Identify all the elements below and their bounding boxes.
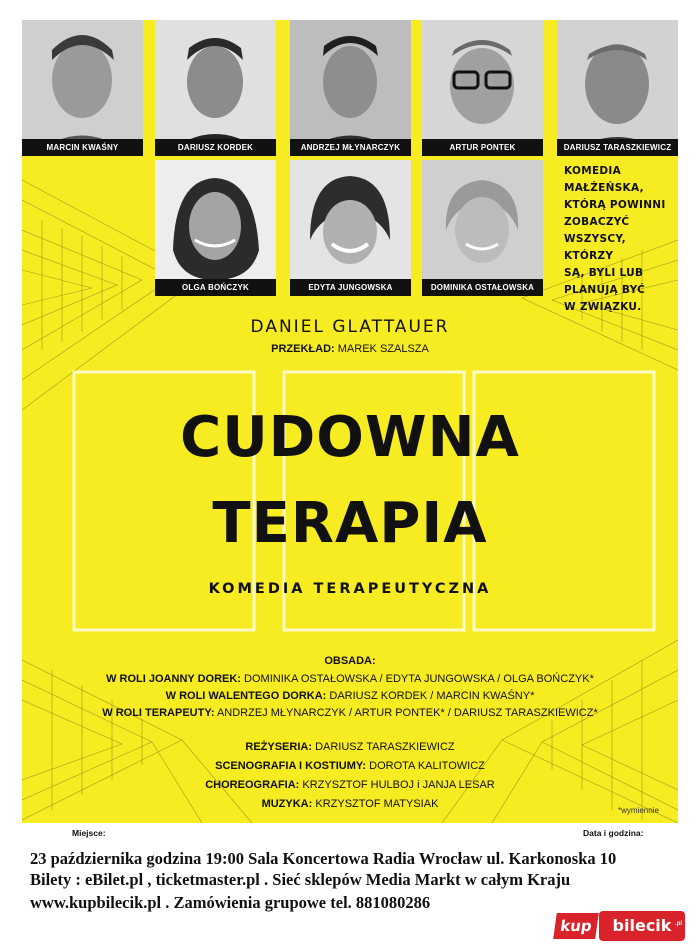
role-value: DARIUSZ KORDEK / MARCIN KWAŚNY* [329,690,535,702]
logo-part-bilecik [599,911,685,941]
cast-photo-dominika-ostalowska [422,160,543,296]
cast-name: MARCIN KWAŚNY [22,139,143,156]
role-label: W ROLI TERAPEUTY: [102,707,215,719]
portrait-image [155,20,276,156]
crew-label: MUZYKA: [261,798,313,810]
title-line-2: TERAPIA [212,491,488,556]
cast-name: DARIUSZ TARASZKIEWICZ [557,139,678,156]
subtitle: KOMEDIA TERAPEUTYCZNA [208,581,492,597]
tagline-line: W ZWIĄZKU. [564,301,642,313]
cast-photo-marcin-kwasny [22,20,143,156]
crew-label: SCENOGRAFIA I KOSTIUMY: [215,760,367,772]
tagline-line: WSZYSCY, KTÓRZY [564,233,626,262]
crew-line [22,776,678,795]
portrait-image [422,20,543,156]
title-line-1: CUDOWNA [180,405,520,470]
tagline-line: KOMEDIA [564,165,622,177]
crew-line [22,738,678,757]
crew-line [22,757,678,776]
footnote: *wymiennie [618,806,659,815]
translation-value: MAREK SZALSZA [337,343,429,355]
portrait-image [557,20,678,156]
portrait-image [22,20,143,156]
tagline [564,163,672,316]
cast-heading-text: OBSADA: [324,655,376,667]
tickets-info-line: Bilety : eBilet.pl , ticketmaster.pl . Sieć sklepów Media Markt w całym Kraju [30,870,571,889]
date-label: Data i godzina: [583,828,644,838]
logo-part-bilecik-text: bilecik [612,916,672,935]
translation-credit [22,343,678,355]
tagline-line: ZOBACZYĆ [564,216,630,228]
cast-photo-dariusz-kordek [155,20,276,156]
portrait-image [290,20,411,156]
cast-photo-artur-pontek [422,20,543,156]
cast-name: EDYTA JUNGOWSKA [290,279,411,296]
crew-label: REŻYSERIA: [245,741,312,753]
role-label: W ROLI JOANNY DOREK: [106,673,241,685]
cast-photo-dariusz-taraszkiewicz [557,20,678,156]
cast-name: ANDRZEJ MŁYNARCZYK [290,139,411,156]
cast-photo-olga-bonczyk [155,160,276,296]
cast-heading [22,652,678,671]
translation-label: PRZEKŁAD: [271,343,335,355]
crew-line [22,795,678,814]
role-value: ANDRZEJ MŁYNARCZYK / ARTUR PONTEK* / DARIUSZ TARASZKIEWICZ* [216,707,598,719]
tagline-line: PLANUJĄ BYĆ [564,284,646,296]
cast-photo-andrzej-mlynarczyk [290,20,411,156]
role-line [22,704,678,723]
portrait-image [155,160,276,296]
website-info-line[interactable]: www.kupbilecik.pl . Zamówienia grupowe tel. 881080286 [30,893,431,912]
crew-value: KRZYSZTOF MATYSIAK [315,798,439,810]
tagline-line: SĄ, BYLI LUB [564,267,644,279]
cast-photo-edyta-jungowska [290,160,411,296]
crew-label: CHOREOGRAFIA: [205,779,300,791]
portrait-image [422,160,543,296]
event-info-line: 23 października godzina 19:00 Sala Koncertowa Radia Wrocław ul. Karkonoska 10 [30,849,617,868]
tagline-line: KTÓRĄ POWINNI [564,199,666,211]
kupbilecik-logo[interactable] [555,911,685,941]
portrait-image [290,160,411,296]
crew-value: KRZYSZTOF HULBOJ i JANJA LESAR [302,779,495,791]
venue-label: Miejsce: [72,828,106,838]
cast-name: DARIUSZ KORDEK [155,139,276,156]
cast-name: DOMINIKA OSTAŁOWSKA [422,279,543,296]
cast-name: ARTUR PONTEK [422,139,543,156]
role-label: W ROLI WALENTEGO DORKA: [165,690,327,702]
cast-name: OLGA BOŃCZYK [155,279,276,296]
crew-value: DOROTA KALITOWICZ [369,760,485,772]
role-value: DOMINIKA OSTAŁOWSKA / EDYTA JUNGOWSKA / OLGA BOŃCZYK* [244,673,594,685]
poster [22,20,678,823]
author: DANIEL GLATTAUER [250,317,450,337]
logo-part-kup: kup [553,913,599,939]
logo-suffix: .pl [675,921,682,927]
crew-value: DARIUSZ TARASZKIEWICZ [315,741,455,753]
tagline-line: MAŁŻEŃSKA, [564,182,644,194]
